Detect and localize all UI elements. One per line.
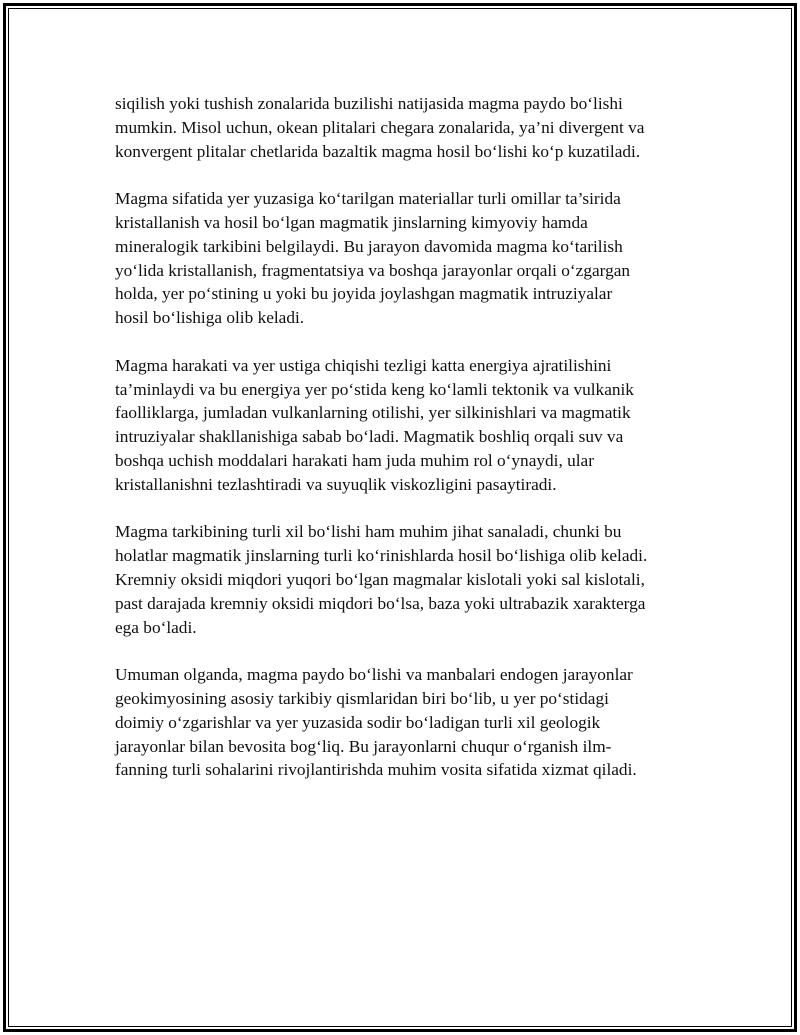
text-line: Umuman olganda, magma paydo bo‘lishi va manbalari endogen jarayonlar	[115, 665, 633, 685]
paragraph-2	[115, 187, 675, 330]
text-line: siqilish yoki tushish zonalarida buzilishi natijasida magma paydo bo‘lishi	[115, 94, 623, 113]
text-line: mumkin. Misol uchun, okean plitalari chegara zonalarida, ya’ni divergent va	[115, 117, 645, 137]
text-line: Magma tarkibining turli xil bo‘lishi ham muhim jihat sanaladi, chunki bu	[115, 522, 622, 542]
text-line: Magma sifatida yer yuzasiga ko‘tarilgan materiallar turli omillar ta’sirida	[115, 189, 621, 209]
text-line: ega bo‘ladi.	[115, 617, 197, 637]
text-line: hosil bo‘lishiga olib keladi.	[115, 308, 305, 328]
text-line: kristallanishni tezlashtiradi va suyuqlik viskozligini pasaytiradi.	[115, 474, 557, 494]
text-line: boshqa uchish moddalari harakati ham juda muhim rol o‘ynaydi, ular	[115, 450, 594, 470]
text-line: jarayonlar bilan bevosita bog‘liq. Bu jarayonlarni chuqur o‘rganish ilm-	[115, 736, 612, 756]
paragraph-4	[115, 520, 675, 639]
text-line: faolliklarga, jumladan vulkanlarning otilishi, yer silkinishlari va magmatik	[115, 403, 631, 423]
text-line: ta’minlaydi va bu energiya yer po‘stida keng ko‘lamli tektonik va vulkanik	[115, 379, 634, 399]
text-line: Kremniy oksidi miqdori yuqori bo‘lgan magmalar kislotali yoki sal kislotali,	[115, 569, 645, 589]
text-line: mineralogik tarkibini belgilaydi. Bu jarayon davomida magma ko‘tarilish	[115, 236, 623, 256]
paragraph-5	[115, 663, 675, 782]
text-line: holatlar magmatik jinslarning turli ko‘rinishlarda hosil bo‘lishiga olib keladi.	[115, 546, 648, 566]
text-line: fanning turli sohalarini rivojlantirishda muhim vosita sifatida xizmat qiladi.	[115, 760, 637, 780]
text-line: kristallanish va hosil bo‘lgan magmatik jinslarning kimyoviy hamda	[115, 212, 588, 232]
paragraph-3	[115, 354, 675, 497]
text-line: doimiy o‘zgarishlar va yer yuzasida sodir bo‘ladigan turli xil geologik	[115, 712, 601, 732]
text-line: intruziyalar shakllanishiga sabab bo‘ladi. Magmatik boshliq orqali suv va	[115, 427, 624, 447]
text-line: past darajada kremniy oksidi miqdori bo‘lsa, baza yoki ultrabazik xarakterga	[115, 593, 646, 613]
text-line: konvergent plitalar chetlarida bazaltik magma hosil bo‘lishi ko‘p kuzatiladi.	[115, 141, 641, 161]
text-line: geokimyosining asosiy tarkibiy qismlaridan biri bo‘lib, u yer po‘stidagi	[115, 688, 609, 708]
text-line: Magma harakati va yer ustiga chiqishi tezligi katta energiya ajratilishini	[115, 355, 612, 375]
document-body	[115, 92, 675, 806]
text-line: holda, yer po‘stining u yoki bu joyida joylashgan magmatik intruziyalar	[115, 284, 613, 304]
paragraph-1	[115, 92, 675, 163]
text-line: yo‘lida kristallanish, fragmentatsiya va boshqa jarayonlar orqali o‘zgargan	[115, 260, 631, 280]
